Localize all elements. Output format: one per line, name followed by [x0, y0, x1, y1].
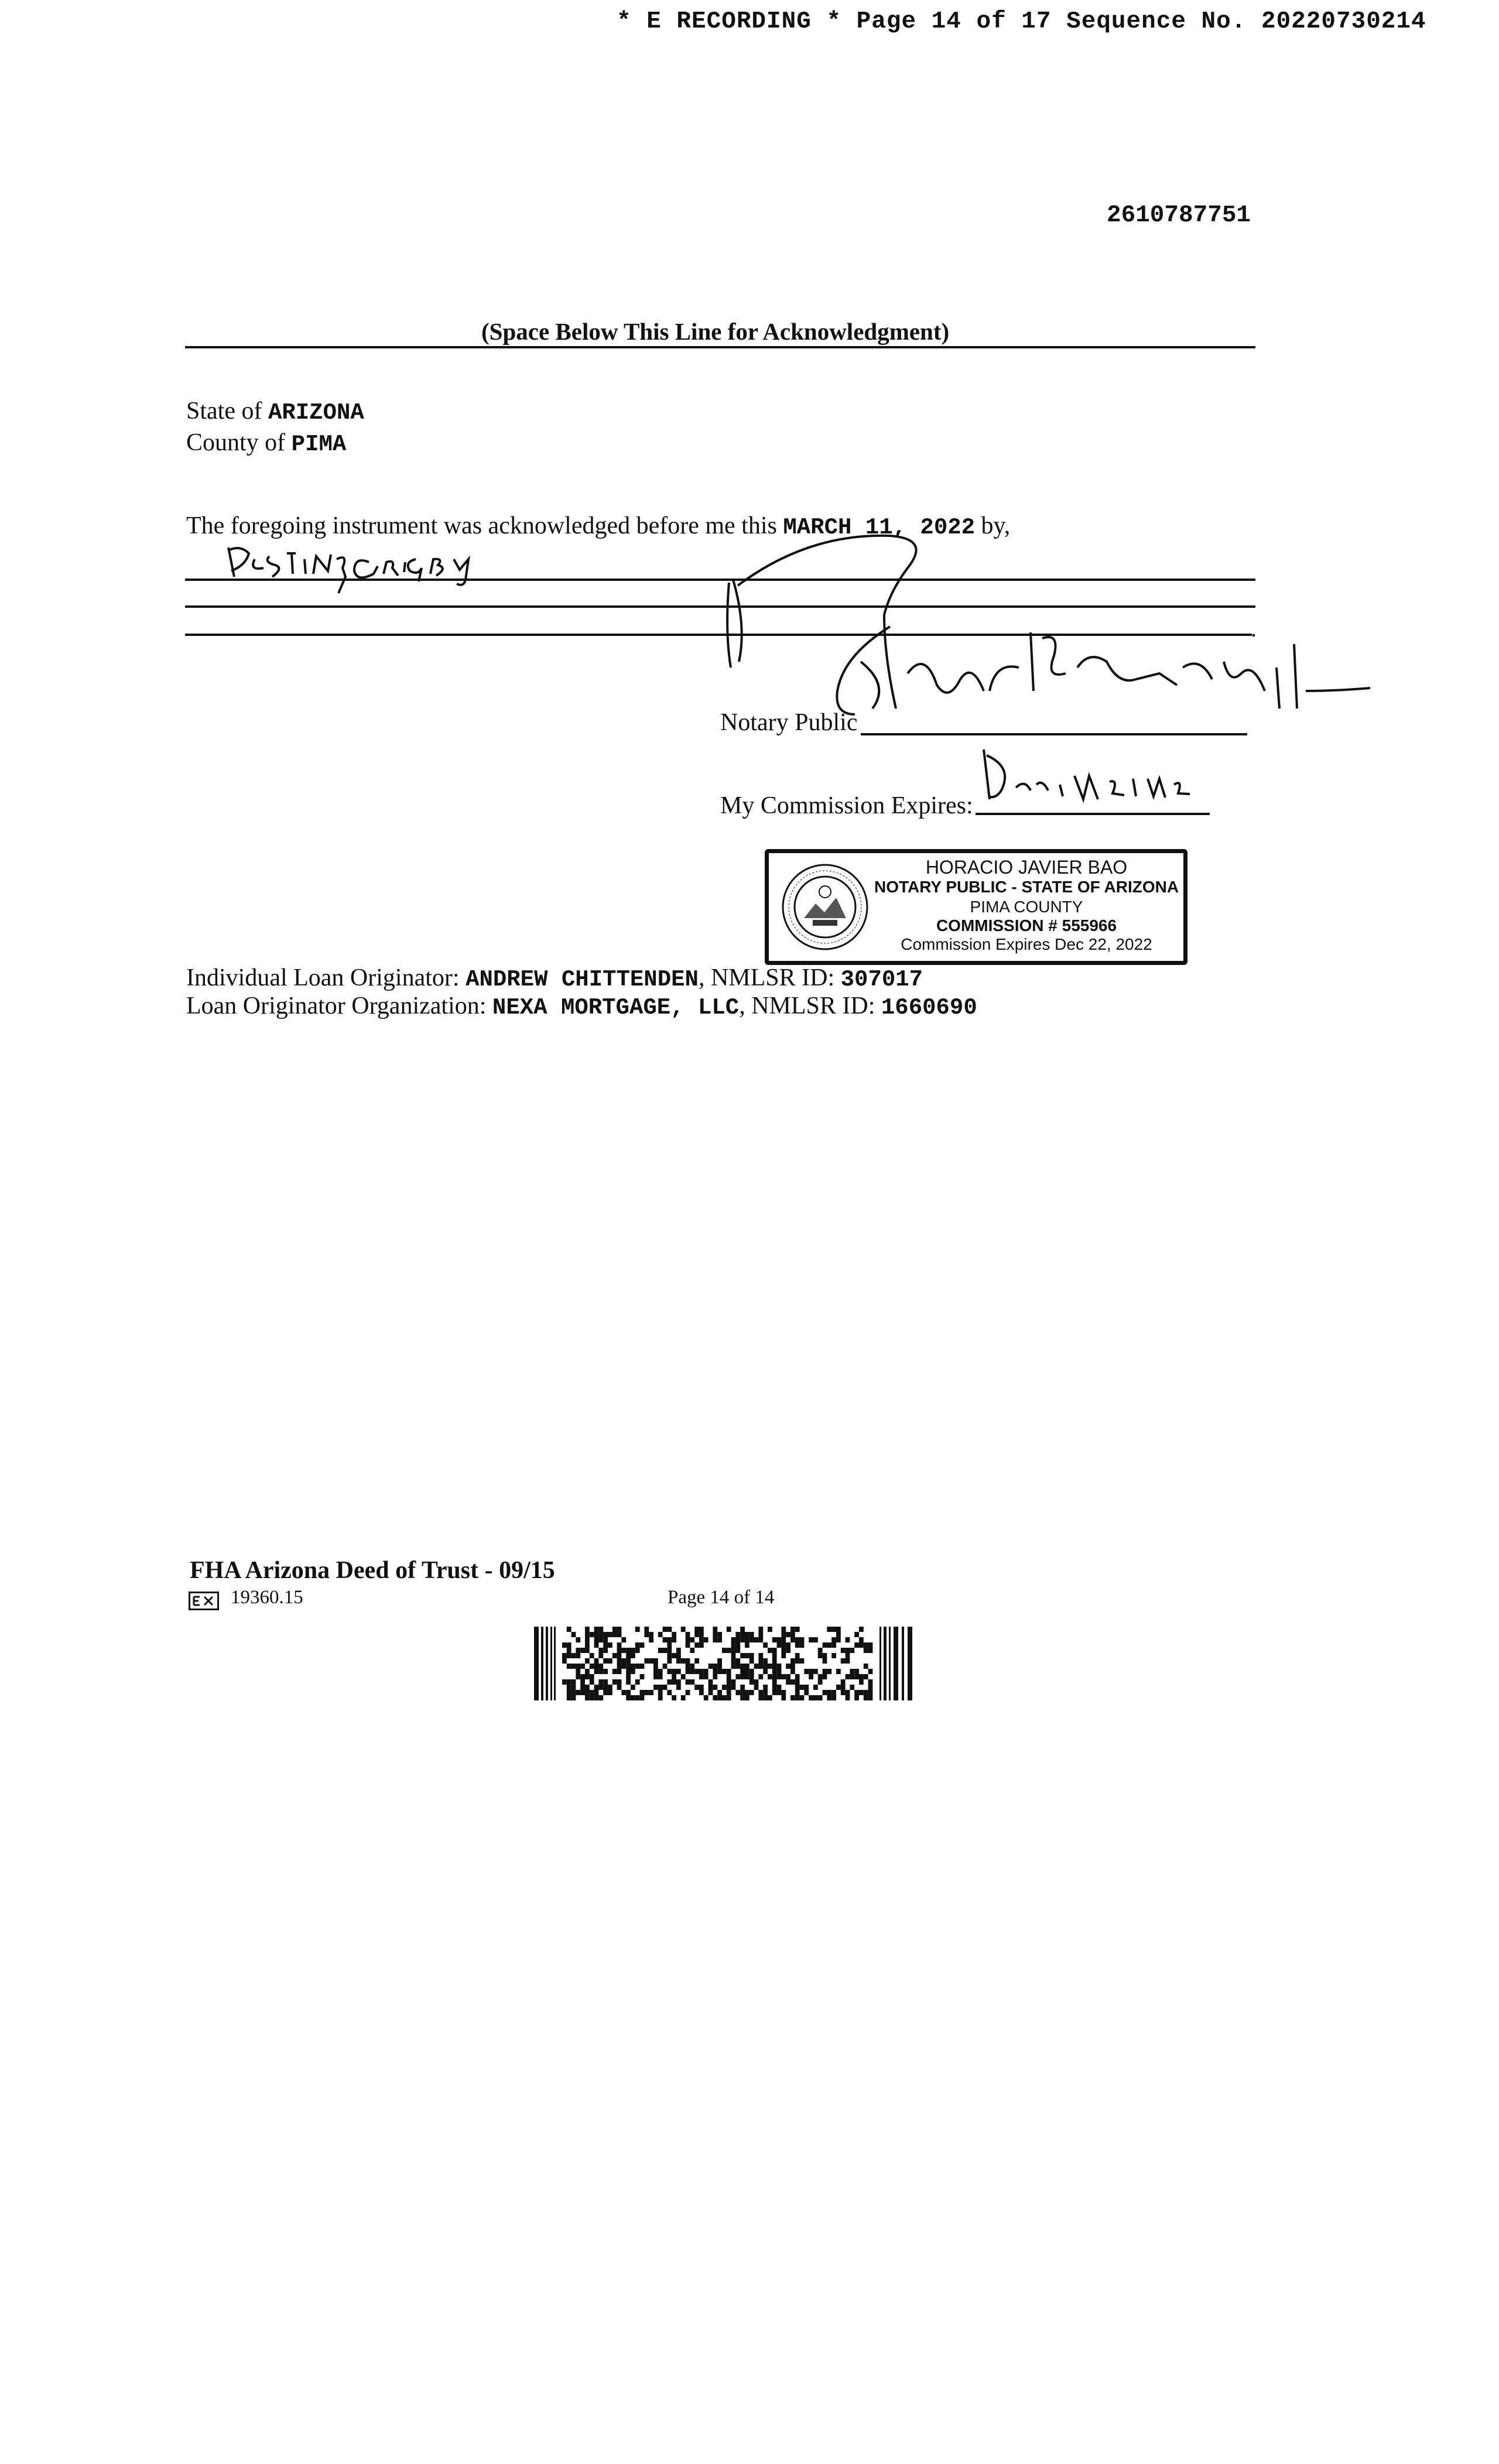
acknowledgment-heading: (Space Below This Line for Acknowledgment)	[481, 318, 950, 345]
loan-number: 2610787751	[1107, 202, 1251, 229]
recording-header: * E RECORDING * Page 14 of 17 Sequence No. 20220730214	[617, 8, 1426, 35]
statement-suffix: by,	[981, 512, 1011, 539]
commission-label: My Commission Expires:	[720, 792, 973, 819]
barcode-image	[534, 1627, 915, 1700]
stamp-commission: COMMISSION # 555966	[936, 916, 1117, 935]
individual-nmlsr-id: 307017	[840, 967, 923, 993]
divider-line	[185, 346, 1255, 348]
stamp-title: NOTARY PUBLIC - STATE OF ARIZONA	[874, 878, 1179, 896]
originator-organization	[186, 992, 977, 1021]
individual-originator-label: Individual Loan Originator:	[186, 964, 460, 991]
county-value: PIMA	[291, 432, 347, 457]
organization-name: NEXA MORTGAGE, LLC	[492, 995, 740, 1021]
commission-date-handwritten	[972, 744, 1206, 814]
organization-nmlsr-label: , NMLSR ID:	[739, 993, 875, 1019]
organization-label: Loan Originator Organization:	[186, 993, 487, 1019]
stamp-expires: Commission Expires Dec 22, 2022	[901, 935, 1152, 953]
county-line	[186, 429, 346, 457]
stamp-county: PIMA COUNTY	[970, 898, 1083, 916]
notary-stamp	[765, 849, 1187, 965]
state-line	[186, 397, 364, 426]
page-number: Page 14 of 14	[668, 1587, 775, 1608]
arizona-seal-icon	[781, 863, 870, 952]
statement-prefix: The foregoing instrument was acknowledged before me this	[186, 512, 777, 539]
state-value: ARIZONA	[268, 400, 364, 426]
individual-nmlsr-label: , NMLSR ID:	[698, 964, 835, 991]
ellie-mae-icon	[189, 1592, 219, 1610]
stamp-name: HORACIO JAVIER BAO	[925, 857, 1128, 878]
county-label: County of	[186, 429, 286, 456]
individual-originator-name: ANDREW CHITTENDEN	[466, 967, 699, 993]
form-title: FHA Arizona Deed of Trust - 09/15	[190, 1557, 555, 1584]
acknowledgment-date: MARCH 11, 2022	[783, 515, 976, 540]
notary-signature-line	[861, 733, 1247, 735]
organization-nmlsr-id: 1660690	[881, 995, 977, 1021]
form-number: 19360.15	[231, 1587, 303, 1608]
barcode-pattern	[562, 1627, 872, 1700]
individual-originator	[186, 964, 923, 993]
signer-signature	[223, 536, 504, 606]
notary-label: Notary Public	[720, 709, 858, 736]
state-label: State of	[186, 398, 262, 425]
